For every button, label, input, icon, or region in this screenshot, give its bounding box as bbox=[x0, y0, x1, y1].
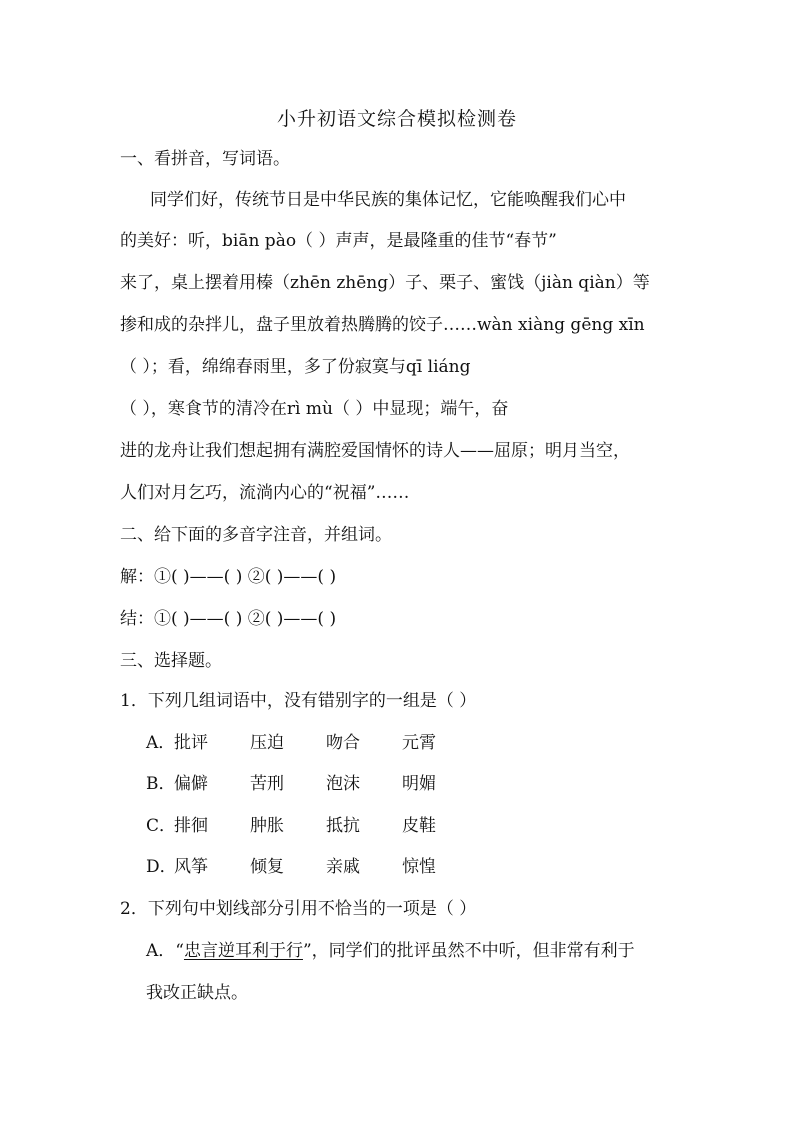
option-word: 皮鞋 bbox=[402, 816, 436, 836]
option-word: 抵抗 bbox=[326, 816, 360, 836]
passage-line: 人们对月乞巧，流淌内心的“祝福”…… bbox=[120, 483, 410, 503]
section-3-heading: 三、选择题。 bbox=[120, 651, 222, 671]
passage-line: 来了，桌上摆着用榛（zhēn zhēng）子、栗子、蜜饯（jiàn qiàn）等 bbox=[120, 273, 650, 293]
polyphone-row-jie: 解：①( )——( ) ②( )——( ) bbox=[120, 567, 337, 587]
option-prefix: A．“ bbox=[146, 941, 184, 961]
option-word: 亲戚 bbox=[326, 857, 360, 877]
option-word: 批评 bbox=[174, 733, 208, 753]
question-1-option-d bbox=[146, 856, 478, 878]
option-word: 苦刑 bbox=[250, 774, 284, 794]
passage-line: 进的龙舟让我们想起拥有满腔爱国情怀的诗人——屈原；明月当空， bbox=[120, 441, 630, 461]
option-word: 泡沫 bbox=[326, 774, 360, 794]
section-1-heading: 一、看拼音，写词语。 bbox=[120, 149, 290, 169]
option-label: C． bbox=[146, 816, 177, 836]
option-label: D． bbox=[146, 857, 177, 877]
option-label: A． bbox=[146, 733, 176, 753]
question-2-stem: 2．下列句中划线部分引用不恰当的一项是（ ） bbox=[120, 899, 477, 919]
question-1-option-c bbox=[146, 815, 478, 837]
page-title: 小升初语文综合模拟检测卷 bbox=[276, 108, 517, 130]
passage-line: 掺和成的杂拌儿，盘子里放着热腾腾的饺子……wàn xiàng gēng xīn bbox=[120, 315, 645, 335]
question-1-stem: 1．下列几组词语中，没有错别字的一组是（ ） bbox=[120, 691, 477, 711]
option-word: 偏僻 bbox=[174, 774, 208, 794]
option-word: 压迫 bbox=[250, 733, 284, 753]
option-text: ”，同学们的批评虽然不中听，但非常有利于 bbox=[302, 941, 635, 961]
option-word: 倾复 bbox=[250, 857, 284, 877]
option-word: 惊惶 bbox=[402, 857, 436, 877]
passage-line: 的美好：听，biān pào（ ）声声，是最隆重的佳节“春节” bbox=[120, 231, 557, 251]
passage-line: 同学们好，传统节日是中华民族的集体记忆，它能唤醒我们心中 bbox=[150, 190, 626, 210]
passage-line: （ ）；看，绵绵春雨里，多了份寂寞与qī liáng bbox=[120, 357, 471, 377]
section-2-heading: 二、给下面的多音字注音，并组词。 bbox=[120, 525, 392, 545]
option-word: 元霄 bbox=[402, 733, 436, 753]
question-1-option-a bbox=[146, 732, 478, 754]
option-word: 肿胀 bbox=[250, 816, 284, 836]
passage-line: （ ），寒食节的清冷在rì mù（ ）中显现；端午，奋 bbox=[120, 399, 509, 419]
question-2-option-a-continuation: 我改正缺点。 bbox=[146, 983, 248, 1003]
option-word: 吻合 bbox=[326, 733, 360, 753]
option-label: B． bbox=[146, 774, 176, 794]
option-word: 风筝 bbox=[174, 857, 208, 877]
underlined-quote: 忠言逆耳利于行 bbox=[183, 941, 303, 961]
polyphone-row-jie2: 结：①( )——( ) ②( )——( ) bbox=[120, 609, 337, 629]
option-word: 明媚 bbox=[402, 774, 436, 794]
question-1-option-b bbox=[146, 773, 478, 795]
option-word: 排徊 bbox=[174, 816, 208, 836]
question-2-option-a bbox=[146, 940, 635, 962]
